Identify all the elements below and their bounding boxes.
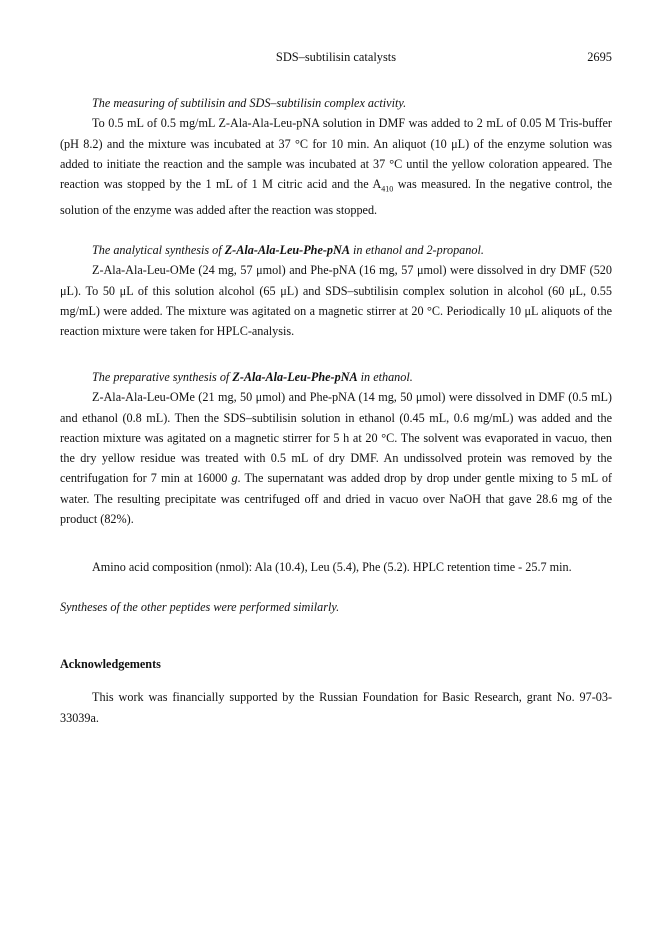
g-force-unit: g	[231, 471, 238, 486]
heading-analytical-post: in ethanol and 2-propanol.	[349, 243, 484, 257]
page-number: 2695	[587, 50, 612, 64]
paragraph-activity-text: To 0.5 mL of 0.5 mg/mL Z-Ala-Ala-Leu-pNA solution in DMF was added to 2 mL of 0.05 M Tris-buffer (pH 8.2) and the mixture was incubated at 37 °C for 10 min. An aliquot (10 μL) of the enzyme solution was added to initiate the reaction and the sample was incubated at 37 °C until the yellow coloration appeared. The reaction was stopped by the 1 mL of 1 M citric acid and the A	[60, 116, 612, 192]
syntheses-text: Syntheses of the other peptides were performed similarly.	[60, 600, 340, 614]
section-heading-analytical	[60, 240, 612, 260]
syntheses-note	[60, 597, 612, 617]
paragraph-preparative-text: Z-Ala-Ala-Leu-OMe (21 mg, 50 μmol) and Phe-pNA (14 mg, 50 μmol) were dissolved in DMF (0.5 mL) and ethanol (0.8 mL). Then the SDS–subtilisin solution in ethanol (0.45 mL, 0.6 mg/mL) was added and the reaction mixture was agitated on a magnetic stirrer for 5 h at 20 °C. The solvent was evaporated in vacuo, then the dry yellow residue was treated with 0.5 mL of dry DMF. An undissolved protein was removed by the centrifugation for 7 min at 16000	[60, 390, 612, 486]
section-heading-activity: The measuring of subtilisin and SDS–subtilisin complex activity.	[92, 96, 407, 110]
heading-preparative-post: in ethanol.	[357, 370, 413, 384]
amino-acid-composition	[60, 557, 612, 577]
paragraph-preparative	[60, 387, 612, 529]
acknowledgements-text: This work was financially supported by the Russian Foundation for Basic Research, grant No. 97-03-33039a.	[60, 690, 612, 725]
acknowledgements-section	[60, 654, 612, 728]
amino-acid-text: Amino acid composition (nmol): Ala (10.4), Leu (5.4), Phe (5.2). HPLC retention time - 25.7 min.	[92, 560, 572, 574]
section-heading-preparative	[60, 367, 612, 387]
heading-preparative-compound: Z-Ala-Ala-Leu-Phe-pNA	[232, 370, 358, 384]
paragraph-analytical: Z-Ala-Ala-Leu-OMe (24 mg, 57 μmol) and Phe-pNA (16 mg, 57 μmol) were dissolved in dry DMF (520 μL). To 50 μL of this solution alcohol (65 μL) and SDS–subtilisin complex solution in alcohol (60 μL, 0.55 mg/mL) were added. The mixture was agitated on a magnetic stirrer at 20 °C. Periodically 10 μL aliquots of the reaction mixture were taken for HPLC-analysis.	[60, 263, 612, 339]
heading-preparative-pre: The preparative synthesis of	[92, 370, 233, 384]
heading-analytical-compound: Z-Ala-Ala-Leu-Phe-pNA	[224, 243, 350, 257]
absorbance-subscript: 410	[381, 184, 394, 194]
running-header	[60, 50, 612, 66]
heading-analytical-pre: The analytical synthesis of	[92, 243, 225, 257]
paragraph-activity-text-end: was measured. In the negative control, the solution of the enzyme was added after the reaction was stopped.	[60, 177, 612, 217]
section-preparative	[60, 367, 612, 529]
paragraph-activity	[60, 113, 612, 220]
section-activity	[60, 93, 612, 220]
running-title: SDS–subtilisin catalysts	[275, 50, 397, 64]
section-analytical	[60, 240, 612, 341]
paragraph-preparative-text-end: . The supernatant was added drop by drop under gentle mixing to 5 mL of water. The resulting precipitate was centrifuged off and dried in vacuo over NaOH that gave 28.6 mg of the product (82%).	[60, 471, 612, 527]
acknowledgements-heading: Acknowledgements	[60, 657, 161, 671]
